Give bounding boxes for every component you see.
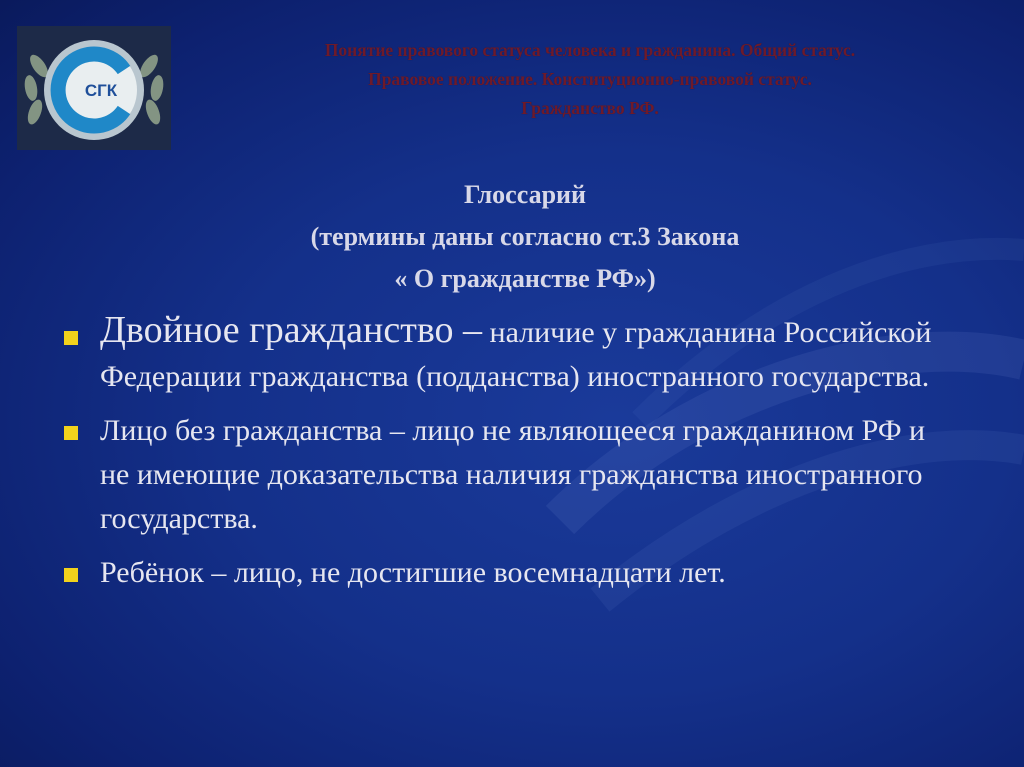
definition-text (100, 551, 960, 595)
bullet-marker-icon (64, 426, 78, 440)
list-item (60, 308, 960, 399)
header-line: Гражданство РФ. (521, 98, 659, 118)
org-emblem-icon (17, 26, 171, 150)
glossary-subtitle: (термины даны согласно ст.3 Закона (310, 222, 740, 251)
definition-term: Двойное гражданство – (100, 309, 483, 351)
definition-body: наличие у гражданина Российской Федерации гражданства (подданства) иностранного государства. (100, 316, 932, 393)
glossary-subtitle: « О гражданстве РФ») (394, 264, 656, 293)
definition-body: лицо не являющееся гражданином РФ и не имеющие доказательства наличия гражданства иностранного государства. (100, 414, 926, 535)
definitions-list (60, 308, 960, 605)
bullet-marker-icon (64, 568, 78, 582)
definition-text (100, 409, 960, 541)
definition-term: Ребёнок – (100, 556, 227, 589)
list-item (60, 551, 960, 595)
definition-body: лицо, не достигшие восемнадцати лет. (226, 556, 726, 589)
header-line: Правовое положение. Конституционно-правовой статус. (368, 69, 812, 89)
header-line: Понятие правового статуса человека и гражданина. Общий статус. (324, 40, 856, 60)
glossary-title: Глоссарий (463, 180, 586, 209)
slide-header (190, 36, 990, 123)
list-item (60, 409, 960, 541)
bullet-marker-icon (64, 331, 78, 345)
glossary-heading (190, 174, 860, 300)
svg-text:СГК: СГК (84, 81, 118, 100)
definition-term: Лицо без гражданства – (100, 414, 405, 447)
definition-text (100, 308, 960, 399)
